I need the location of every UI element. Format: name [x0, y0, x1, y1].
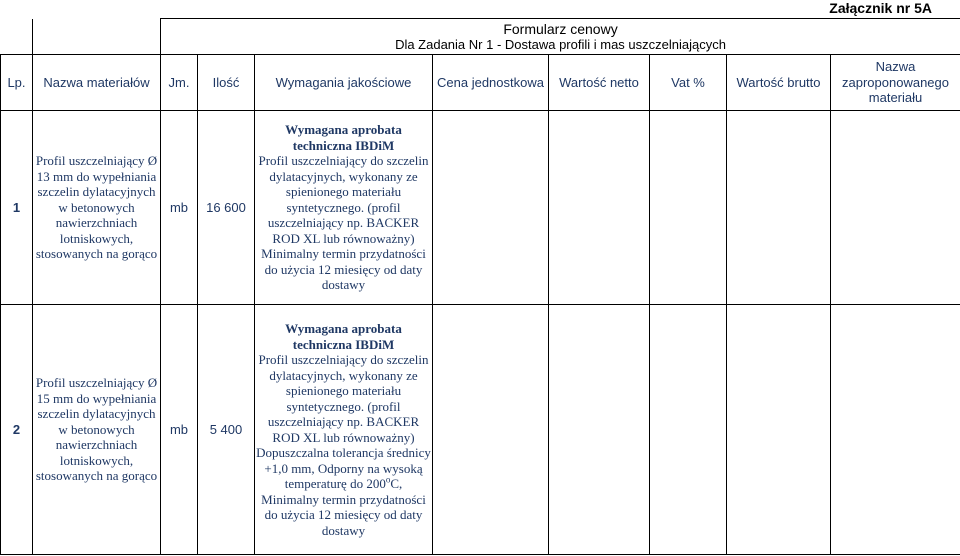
- requirements-cell: [255, 305, 433, 555]
- requirement-text-part: Profil uszczelniający do szczelin dylatacyjnych, wykonany ze spienionego materiału syntetycznego. (profil uszczelniający np. BACKER ROD XL lub równoważny) Dopuszczalna tolerancja średnicy +1,0 mm, Odporny na wysoką temperaturę do 200: [256, 352, 431, 491]
- header-unit: Jm.: [161, 55, 198, 111]
- form-title: Formularz cenowy: [503, 21, 618, 37]
- vat-cell[interactable]: [650, 111, 727, 305]
- quantity-cell: 5 400: [198, 305, 255, 555]
- header-quantity: Ilość: [198, 55, 255, 111]
- vat-cell[interactable]: [650, 305, 727, 555]
- requirements-cell: [255, 111, 433, 305]
- table-row: [1, 111, 960, 305]
- requirement-title: Wymagana aprobata techniczna IBDiM: [285, 122, 402, 153]
- header-net-value: Wartość netto: [549, 55, 650, 111]
- row-number: 1: [1, 111, 33, 305]
- annex-label: Załącznik nr 5A: [829, 0, 932, 16]
- degree-superscript: o: [385, 474, 391, 485]
- header-unit-price: Cena jednostkowa: [433, 55, 549, 111]
- requirement-text-part: C, Minimalny termin przydatności do użycia 12 miesięcy od daty dostawy: [261, 476, 426, 538]
- blank-corner-lp: [1, 19, 33, 55]
- row-number: 2: [1, 305, 33, 555]
- material-name: Profil uszczelniający Ø 15 mm do wypełniania szczelin dylatacyjnych w betonowych nawierzchniach lotniskowych, stosowanych na gorąco: [33, 305, 161, 555]
- header-gross-value: Wartość brutto: [727, 55, 831, 111]
- unit-price-cell[interactable]: [433, 305, 549, 555]
- material-name: Profil uszczelniający Ø 13 mm do wypełniania szczelin dylatacyjnych w betonowych nawierzchniach lotniskowych, stosowanych na gorąco: [33, 111, 161, 305]
- price-form-table: [0, 18, 960, 555]
- form-title-cell: [161, 19, 960, 55]
- gross-value-cell[interactable]: [727, 305, 831, 555]
- unit-cell: mb: [161, 111, 198, 305]
- blank-corner-name: [33, 19, 161, 55]
- requirement-text: Profil uszczelniający do szczelin dylatacyjnych, wykonany ze spienionego materiału syntetycznego. (profil uszczelniający np. BACKER ROD XL lub równoważny) Minimalny termin przydatności do użycia 12 miesięcy od daty dostawy: [258, 153, 429, 293]
- proposed-material-cell[interactable]: [831, 305, 960, 555]
- form-subtitle: Dla Zadania Nr 1 - Dostawa profili i mas uszczelniających: [395, 37, 726, 52]
- header-material-name: Nazwa materiałów: [33, 55, 161, 111]
- proposed-material-cell[interactable]: [831, 111, 960, 305]
- unit-price-cell[interactable]: [433, 111, 549, 305]
- header-lp: Lp.: [1, 55, 33, 111]
- table-row: [1, 305, 960, 555]
- header-vat: Vat %: [650, 55, 727, 111]
- unit-cell: mb: [161, 305, 198, 555]
- header-row: [1, 55, 960, 111]
- header-quality-requirements: Wymagania jakościowe: [255, 55, 433, 111]
- requirement-text: [255, 352, 432, 538]
- title-row: [1, 19, 960, 55]
- gross-value-cell[interactable]: [727, 111, 831, 305]
- net-value-cell[interactable]: [549, 305, 650, 555]
- requirement-title: Wymagana aprobata techniczna IBDiM: [285, 321, 402, 352]
- quantity-cell: 16 600: [198, 111, 255, 305]
- net-value-cell[interactable]: [549, 111, 650, 305]
- header-proposed-material: Nazwa zaproponowanego materiału: [831, 55, 960, 111]
